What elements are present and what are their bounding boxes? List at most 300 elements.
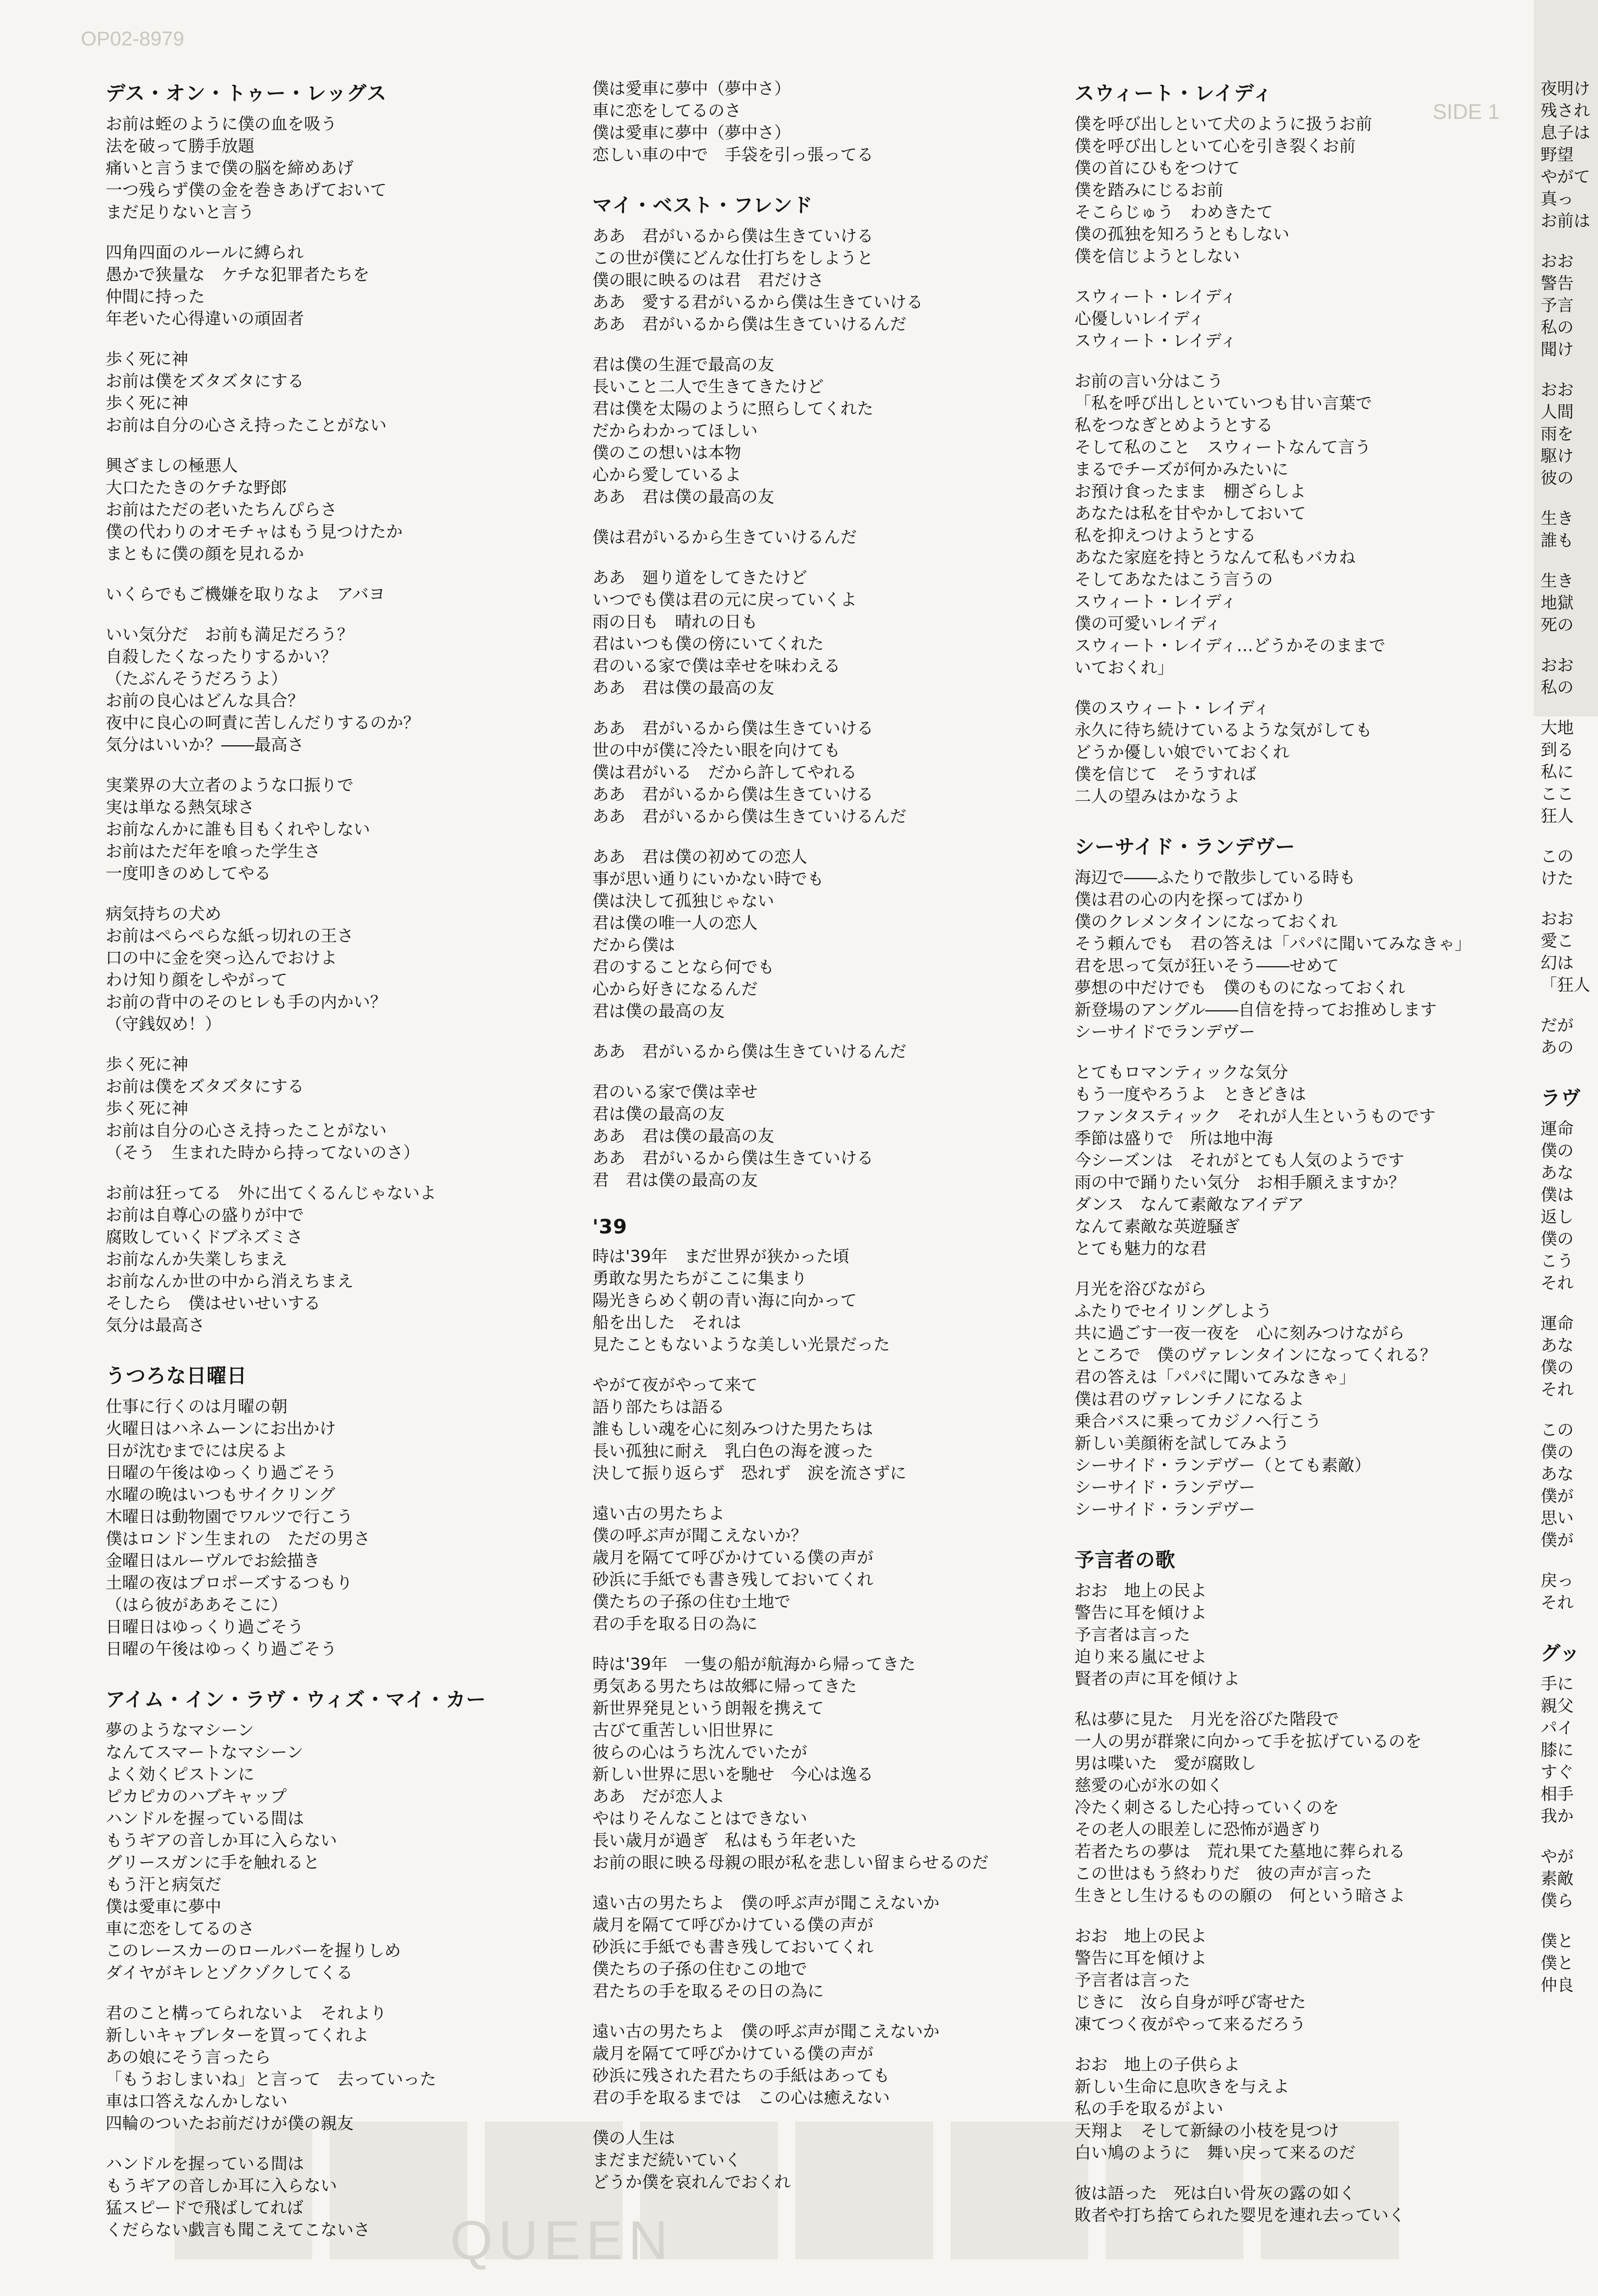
lyric-line: 我か: [1541, 1807, 1574, 1826]
song-title: スウィート・レイディ: [1075, 82, 1273, 105]
lyric-line: 警告に耳を傾けよ: [1075, 1949, 1207, 1968]
stanza: [592, 2127, 996, 2194]
lyric-line: ああ 君がいるから僕は生きていけるんだ: [592, 807, 907, 826]
queen-watermark: QUEEN: [450, 2210, 674, 2271]
lyric-line: ああ 君は僕の最高の友: [592, 1127, 775, 1146]
lyric-line: お前は狂ってる 外に出てくるんじゃないよ: [106, 1184, 437, 1203]
lyric-line: ああ 君は僕の最高の友: [592, 488, 775, 506]
stanza: [592, 1041, 996, 1063]
stanza: [1541, 1419, 1596, 1552]
stanza: [592, 2021, 996, 2109]
stanza: [1075, 2054, 1479, 2164]
lyric-line: 僕のクレメンタインになっておくれ: [1075, 912, 1338, 931]
lyric-line: 私を抑えつけようとする: [1075, 526, 1256, 545]
lyric-line: （そう 生まれた時から持ってないのさ）: [106, 1143, 420, 1162]
lyric-line: このレースカーのロールバーを握りしめ: [106, 1941, 401, 1960]
lyric-line: スウィート・レイディ: [1075, 287, 1237, 306]
lyric-line: ピカピカのハブキャップ: [106, 1787, 287, 1806]
lyric-line: 慈愛の心が氷の如く: [1075, 1776, 1224, 1795]
lyric-line: くだらない戯言も聞こえてこないさ: [106, 2221, 371, 2240]
lyric-line: 僕を呼び出しといて犬のように扱うお前: [1075, 115, 1373, 134]
lyric-line: 気分はいいか？――最高さ: [106, 736, 304, 754]
song-block: [106, 78, 510, 1337]
lyric-line: 夜中に良心の呵責に苦しんだりするのか？: [106, 714, 420, 732]
stanza: [1075, 1580, 1479, 1690]
lyric-line: お前の良心はどんな具合？: [106, 692, 304, 710]
lyric-line: 腐敗していくドブネズミさ: [106, 1228, 303, 1247]
lyric-line: 興ざましの極悪人: [106, 456, 238, 475]
lyric-line: シーサイド・ランデヴー: [1075, 1478, 1255, 1497]
lyric-line: 新登場のアングル――自信を持ってお推めします: [1075, 1001, 1437, 1019]
song-block: [1075, 78, 1479, 808]
lyric-line: 僕の: [1541, 1358, 1574, 1377]
lyric-line: 親父: [1541, 1697, 1574, 1716]
lyric-line: いい気分だ お前も満足だろう？: [106, 625, 354, 644]
lyric-line: なんて素敵な英遊騒ぎ: [1075, 1217, 1240, 1236]
lyric-line: 予言者は言った: [1075, 1971, 1191, 1990]
stanza: [592, 225, 996, 336]
lyric-line: この: [1541, 847, 1574, 866]
lyric-line: 君はいつも僕の傍にいてくれた: [592, 635, 824, 653]
lyric-line: 船を出した それは: [592, 1313, 742, 1332]
stanza: [1541, 1846, 1596, 1912]
lyric-line: 僕の孤独を知ろうともしない: [1075, 225, 1290, 244]
lyric-line: 愛こ: [1541, 932, 1574, 951]
stanza: [1541, 655, 1596, 699]
lyric-line: 僕は愛車に夢中（夢中さ）: [592, 124, 791, 142]
lyric-line: おお: [1541, 381, 1574, 400]
lyric-line: 恋しい車の中で 手袋を引っ張ってる: [592, 146, 874, 164]
stanza: [1541, 1930, 1596, 1997]
lyric-line: 夢のようなマシーン: [106, 1721, 254, 1740]
lyric-line: 古びて重苦しい旧世界に: [592, 1721, 775, 1740]
song-title: 予言者の歌: [1075, 1549, 1176, 1572]
lyric-line: 遠い古の男たちよ 僕の呼ぶ声が聞こえないか: [592, 2022, 940, 2041]
lyric-line: 私の: [1541, 678, 1574, 697]
lyric-line: ああ 君がいるから僕は生きていける: [592, 785, 874, 804]
lyric-line: 心優しいレイディ: [1075, 310, 1205, 328]
lyric-line: 敗者や打ち捨てられた婴児を連れ去っていく: [1075, 2206, 1406, 2225]
lyric-line: それ: [1541, 1593, 1574, 1612]
lyric-line: それ: [1541, 1380, 1574, 1399]
lyric-line: お前の眼に映る母親の眼が私を悲しい留まらせるのだ: [592, 1853, 989, 1872]
lyric-line: ああ 君がいるから僕は生きていける: [592, 1149, 874, 1168]
stanza: [1541, 1570, 1596, 1614]
lyric-line: 新しい生命に息吹きを与えよ: [1075, 2077, 1290, 2096]
lyric-line: どうか優しい娘でいておくれ: [1075, 743, 1290, 762]
lyric-line: あな: [1541, 1164, 1574, 1182]
lyric-line: 僕の眼に映るのは君 君だけさ: [592, 271, 824, 290]
lyric-line: シーサイド・ランデヴー（とても素敵）: [1075, 1456, 1371, 1475]
lyric-line: まともに僕の顔を見れるか: [106, 545, 304, 563]
lyric-line: ところで 僕のヴァレンタインになってくれる？: [1075, 1346, 1437, 1365]
lyric-line: 歩く死に神: [106, 1099, 189, 1118]
lyric-line: ああ 君がいるから僕は生きていけるんだ: [592, 315, 907, 334]
stanza: [1075, 1925, 1479, 2036]
stanza: [1541, 1313, 1596, 1401]
lyric-line: 時は'39年 一隻の船が航海から帰ってきた: [592, 1655, 916, 1674]
lyric-line: 狂人: [1541, 807, 1574, 826]
lyric-line: 日曜の午後はゆっくり過ごそう: [106, 1463, 337, 1482]
lyric-line: 幻は: [1541, 954, 1574, 973]
stanza: [1541, 908, 1596, 996]
lyric-line: 僕は決して孤独じゃない: [592, 892, 775, 911]
lyric-line: お前なんか失業しちまえ: [106, 1250, 288, 1269]
lyric-line: ああ 君は僕の初めての恋人: [592, 848, 808, 867]
lyric-line: 僕の: [1541, 1230, 1574, 1249]
stanza: [592, 718, 996, 828]
lyric-line: 生きとし生けるものの願の 何という暗さよ: [1075, 1886, 1406, 1905]
lyric-line: 僕はロンドン生まれの ただの男さ: [106, 1530, 371, 1548]
stanza: [106, 1396, 510, 1660]
lyric-line: 新しい世界に思いを馳せ 今心は逸る: [592, 1765, 874, 1784]
lyric-line: まるでチーズが何かみたいに: [1075, 460, 1289, 479]
lyric-line: 君は僕の最高の友: [592, 1002, 725, 1021]
lyric-line: あの娘にそう言ったら: [106, 2048, 271, 2067]
stanza: [592, 846, 996, 1023]
stanza: [1541, 379, 1596, 490]
lyric-line: 歩く死に神: [106, 350, 189, 369]
lyric-line: 年老いた心得違いの頑固者: [106, 310, 304, 328]
song-title: デス・オン・トゥー・レッグス: [106, 82, 387, 105]
lyric-line: 僕は君のヴァレンチノになるよ: [1075, 1390, 1305, 1409]
lyric-line: お前はただの老いたちんぴらさ: [106, 501, 338, 519]
lyric-line: 冷たく刺さるした心持っていくのを: [1075, 1798, 1339, 1817]
lyric-line: とても魅力的な君: [1075, 1239, 1207, 1258]
lyric-line: まだまだ続いていく: [592, 2151, 742, 2170]
lyric-line: 僕が: [1541, 1531, 1574, 1550]
lyric-line: あな: [1541, 1465, 1574, 1484]
lyric-line: 仲間に持った: [106, 287, 205, 306]
lyric-line: 君の手を取る日の為に: [592, 1615, 758, 1633]
lyric-line: 「私を呼び出しといていつも甘い言葉で: [1075, 394, 1373, 413]
lyric-line: 駆け: [1541, 447, 1574, 466]
lyric-line: 日が沈むまでには戻るよ: [106, 1441, 288, 1460]
lyric-line: 僕のスウィート・レイディ: [1075, 699, 1270, 718]
lyric-line: とてもロマンティックな気分: [1075, 1063, 1289, 1082]
stanza: [592, 1654, 996, 1874]
lyric-line: 警告に耳を傾けよ: [1075, 1604, 1207, 1622]
lyric-line: お前は蛭のように僕の血を吸う: [106, 115, 338, 134]
lyric-line: お前は僕をズタズタにする: [106, 1077, 304, 1096]
stanza: [1075, 1062, 1479, 1260]
song-title: シーサイド・ランデヴー: [1075, 836, 1295, 859]
lyric-line: お前の背中のそのヒレも手の内かい？: [106, 993, 387, 1012]
lyric-line: この世が僕にどんな仕打ちをしようと: [592, 249, 874, 268]
lyric-line: ああ 君がいるから僕は生きていける: [592, 719, 874, 738]
lyric-line: 君のすることなら何でも: [592, 958, 775, 977]
lyric-line: （守銭奴め！）: [106, 1015, 222, 1034]
lyric-line: 僕の: [1541, 1142, 1574, 1160]
lyric-line: パイ: [1541, 1719, 1574, 1738]
lyric-line: 新しいキャブレターを買ってくれよ: [106, 2026, 369, 2045]
lyric-line: もうギアの音しか耳に入らない: [106, 1831, 338, 1850]
lyric-line: 予言者は言った: [1075, 1626, 1191, 1644]
lyric-line: 夜明け: [1541, 79, 1591, 98]
lyric-line: 僕の人生は: [592, 2129, 675, 2148]
lyric-line: 僕ら: [1541, 1891, 1574, 1910]
lyric-line: もう汗と病気だ: [106, 1875, 222, 1894]
lyric-line: 今シーズンは それがとても人気のようです: [1075, 1151, 1405, 1170]
lyric-line: 君 君は僕の最高の友: [592, 1171, 758, 1190]
lyric-line: その老人の眼差しに恐怖が過ぎり: [1075, 1820, 1323, 1839]
lyric-line: 君のいる家で僕は幸せを味わえる: [592, 657, 841, 675]
stanza: [106, 775, 510, 885]
lyric-line: 君の手を取るまでは この心は癒えない: [592, 2088, 890, 2107]
lyric-line: 運命: [1541, 1314, 1574, 1333]
lyric-line: 警告: [1541, 274, 1574, 293]
lyric-line: それ: [1541, 1274, 1574, 1293]
stanza: [1075, 698, 1479, 808]
stanza: [592, 567, 996, 699]
lyric-line: ファンタスティック それが人生というものです: [1075, 1107, 1436, 1126]
lyric-line: ああ 君は僕の最高の友: [592, 679, 775, 698]
lyric-line: 砂浜に手紙でも書き残しておいてくれ: [592, 1570, 874, 1589]
lyric-line: 一つ残らず僕の金を巻きあげておいて: [106, 181, 387, 200]
lyric-line: お前はただ年を喰った学生さ: [106, 842, 321, 861]
lyric-line: 仲良: [1541, 1976, 1574, 1995]
lyric-line: ここ: [1541, 785, 1574, 804]
lyric-line: 日曜の午後はゆっくり過ごそう: [106, 1640, 337, 1659]
lyric-line: 共に過ごす一夜一夜を 心に刻みつけながら: [1075, 1324, 1405, 1343]
lyric-line: （はら彼がああそこに）: [106, 1596, 288, 1615]
lyric-line: 野望: [1541, 146, 1574, 164]
lyric-line: 私の手を取るがよい: [1075, 2099, 1224, 2118]
stanza: [1075, 2183, 1479, 2227]
lyric-line: 勇敢な男たちがここに集まり: [592, 1269, 808, 1288]
lyric-line: こう: [1541, 1252, 1574, 1271]
lyric-line: あな: [1541, 1336, 1574, 1355]
lyric-line: お前は自尊心の盛りが中で: [106, 1206, 304, 1225]
lyric-line: 気分は最高さ: [106, 1316, 205, 1335]
lyric-line: ふたりでセイリングしよう: [1075, 1302, 1272, 1321]
stanza: [592, 527, 996, 549]
lyric-line: 素敵: [1541, 1869, 1574, 1888]
lyric-line: 仕事に行くのは月曜の朝: [106, 1397, 288, 1416]
lyric-line: ダイヤがキレとゾクゾクしてくる: [106, 1964, 353, 1982]
lyric-line: 新しい美顔術を試してみよう: [1075, 1434, 1290, 1453]
lyric-line: 膝に: [1541, 1741, 1574, 1760]
lyric-line: 法を破って勝手放題: [106, 137, 255, 156]
lyric-line: 僕の呼ぶ声が聞こえないか？: [592, 1526, 808, 1545]
lyric-line: お前は僕をズタズタにする: [106, 372, 304, 391]
lyric-line: 君のいる家で僕は幸せ: [592, 1083, 758, 1102]
lyric-line: すぐ: [1541, 1763, 1574, 1782]
lyric-line: 聞け: [1541, 340, 1574, 359]
catalog-number: OP02-8979: [81, 28, 185, 50]
lyric-line: 歳月を隔てて呼びかけている僕の声が: [592, 1548, 874, 1567]
lyric-line: 誰も: [1541, 531, 1574, 550]
lyric-line: 私に: [1541, 763, 1574, 782]
song-title: うつろな日曜日: [106, 1365, 247, 1388]
lyric-line: 僕たちの子孫の住む土地で: [592, 1593, 791, 1611]
stanza: [106, 624, 510, 756]
lyric-line: 到る: [1541, 741, 1574, 760]
lyric-line: 愚かで狭量な ケチな犯罪者たちを: [106, 265, 370, 284]
lyric-line: 砂浜に手紙でも書き残しておいてくれ: [592, 1938, 874, 1957]
lyric-line: 真っ: [1541, 190, 1574, 208]
lyric-line: 「狂人: [1541, 976, 1591, 995]
lyric-line: よく効くピストンに: [106, 1765, 255, 1784]
lyric-line: 僕が: [1541, 1487, 1574, 1506]
lyric-line: （たぶんそうだろうよ）: [106, 670, 288, 688]
lyric-line: 死の: [1541, 616, 1574, 635]
lyric-line: 猛スピードで飛ばしてれば: [106, 2199, 304, 2217]
lyric-line: 戻っ: [1541, 1571, 1574, 1590]
lyric-line: 手に: [1541, 1675, 1574, 1694]
lyric-line: 砂浜に残された君たちの手紙はあっても: [592, 2066, 890, 2085]
lyric-line: 火曜日はハネムーンにお出かけ: [106, 1419, 336, 1438]
lyric-line: 僕を信じようとしない: [1075, 247, 1240, 266]
lyric-line: 私の: [1541, 318, 1574, 337]
lyric-line: 大口たたきのケチな野郎: [106, 478, 287, 497]
lyric-line: そして私のこと スウィートなんて言う: [1075, 438, 1371, 457]
lyric-line: 新世界発見という朗報を携えて: [592, 1699, 824, 1718]
lyric-line: 日曜日はゆっくり過ごそう: [106, 1618, 304, 1637]
lyric-line: この世はもう終わりだ 彼の声が言った: [1075, 1864, 1373, 1883]
lyric-line: 彼らの心はうち沈んでいたが: [592, 1743, 808, 1762]
lyric-line: スウィート・レイディ: [1075, 592, 1237, 611]
lyric-line: だが: [1541, 1016, 1574, 1035]
lyric-line: 地獄: [1541, 594, 1574, 613]
stanza: [106, 1182, 510, 1337]
lyric-line: グリースガンに手を触れると: [106, 1853, 320, 1872]
stanza: [1541, 1118, 1596, 1294]
lyric-line: 僕は: [1541, 1186, 1574, 1204]
lyric-line: ああ 愛する君がいるから僕は生きていける: [592, 293, 923, 312]
stanza: [592, 78, 996, 166]
lyric-line: 雨の中で踊りたい気分 お相手願えますか？: [1075, 1173, 1406, 1192]
lyric-line: そう頼んでも 君の答えは「パパに聞いてみなきゃ」: [1075, 934, 1472, 953]
stanza: [1075, 371, 1479, 679]
lyric-line: 息子は: [1541, 124, 1591, 142]
lyric-line: ハンドルを握っている間は: [106, 1809, 304, 1828]
lyric-line: おお: [1541, 910, 1574, 929]
song-block: [106, 1361, 510, 1660]
lyric-line: お前は自分の心さえ持ったことがない: [106, 1121, 387, 1140]
lyric-line: あなたは私を甘やかしておいて: [1075, 504, 1306, 523]
stanza: [1541, 508, 1596, 552]
lyric-line: 世の中が僕に冷たい眼を向けても: [592, 741, 841, 760]
lyric-line: 長い孤独に耐え 乳白色の海を渡った: [592, 1442, 874, 1461]
lyric-line: ハンドルを握っている間は: [106, 2155, 304, 2173]
lyric-line: 歳月を隔てて呼びかけている僕の声が: [592, 1916, 874, 1935]
lyric-line: 金曜日はルーヴルでお絵描き: [106, 1552, 320, 1570]
lyric-line: 君を思って気が狂いそう――せめて: [1075, 957, 1339, 975]
stanza: [1541, 717, 1596, 827]
lyric-line: いつでも僕は君の元に戻っていくよ: [592, 591, 857, 609]
song-title: グッ: [1541, 1642, 1580, 1665]
lyric-line: 車に恋をしてるのさ: [592, 101, 742, 120]
lyric-line: だから僕は: [592, 936, 675, 955]
lyric-line: 人間: [1541, 403, 1574, 422]
lyric-line: やはりそんなことはできない: [592, 1809, 808, 1828]
lyric-line: 返し: [1541, 1208, 1574, 1227]
lyric-line: 一人の男が群衆に向かって手を拡げているのを: [1075, 1732, 1422, 1751]
lyric-line: 思い: [1541, 1509, 1574, 1528]
lyric-line: ああ 君がいるから僕は生きていけるんだ: [592, 1042, 907, 1061]
lyric-line: スウィート・レイディ…どうかそのままで: [1075, 636, 1386, 655]
lyric-line: ダンス なんて素敵なアイデア: [1075, 1195, 1305, 1214]
lyric-line: 痛いと言うまで僕の脳を締めあげ: [106, 159, 354, 178]
lyric-line: もうギアの音しか耳に入らない: [106, 2177, 338, 2195]
lyric-line: 季節は盛りで 所は地中海: [1075, 1129, 1273, 1148]
lyric-line: 君のこと構ってられないよ それより: [106, 2004, 387, 2023]
lyric-line: やがて: [1541, 168, 1591, 186]
lyric-line: 雨を: [1541, 425, 1574, 444]
lyric-line: 私をつなぎとめようとする: [1075, 416, 1273, 435]
lyric-line: この: [1541, 1421, 1574, 1440]
lyric-line: そこらじゅう わめきたて: [1075, 203, 1273, 222]
song-block: [592, 1216, 996, 2194]
lyric-line: 予言: [1541, 296, 1574, 315]
lyric-line: 大地: [1541, 719, 1574, 737]
lyric-line: 相手: [1541, 1785, 1574, 1804]
lyrics-column: [106, 78, 510, 2265]
stanza: [592, 1892, 996, 2003]
song-title: ラヴ: [1541, 1087, 1581, 1110]
lyric-line: 僕は君がいるから生きていけるんだ: [592, 528, 857, 547]
stanza: [106, 584, 510, 606]
lyric-line: おお 地上の民よ: [1075, 1927, 1207, 1946]
lyric-line: 誰もしい魂を心に刻みつけた男たちは: [592, 1420, 873, 1439]
lyric-line: 長い歳月が過ぎ 私はもう年老いた: [592, 1831, 857, 1850]
stanza: [592, 1246, 996, 1356]
lyric-line: 遠い古の男たちよ: [592, 1504, 725, 1523]
lyric-line: もう一度やろうよ ときどきは: [1075, 1085, 1306, 1104]
side-label: SIDE 1: [1433, 100, 1500, 124]
stanza: [1541, 251, 1596, 361]
lyric-line: けた: [1541, 869, 1574, 888]
lyric-line: 僕を踏みにじるお前: [1075, 181, 1224, 200]
lyric-line: 君の答えは「パパに聞いてみなきゃ」: [1075, 1368, 1356, 1387]
lyric-line: 生き: [1541, 509, 1574, 528]
lyric-line: 僕たちの子孫の住むこの地で: [592, 1960, 808, 1979]
lyric-line: 僕は愛車に夢中: [106, 1897, 222, 1916]
stanza: [1541, 570, 1596, 636]
lyric-line: 勇気ある男たちは故郷に帰ってきた: [592, 1677, 857, 1696]
lyric-line: 車に恋をしてるのさ: [106, 1919, 255, 1938]
lyric-line: 語り部たちは語る: [592, 1398, 725, 1417]
lyric-line: 遠い古の男たちよ 僕の呼ぶ声が聞こえないか: [592, 1894, 940, 1913]
lyric-line: 実は単なる熱気球さ: [106, 798, 255, 817]
lyric-line: 僕の可愛いレイディ: [1075, 614, 1221, 633]
lyrics-column-cut: [1541, 78, 1596, 2020]
stanza: [106, 2153, 510, 2241]
stanza: [1541, 78, 1596, 232]
lyric-line: まだ足りないと言う: [106, 203, 255, 222]
lyric-line: 彼の: [1541, 469, 1574, 488]
lyric-line: 決して振り返らず 恐れず 涙を流さずに: [592, 1464, 907, 1483]
lyric-line: 海辺で――ふたりで散歩している時も: [1075, 868, 1356, 887]
lyric-line: 事が思い通りにいかない時でも: [592, 870, 824, 889]
lyric-line: 歩く死に神: [106, 1055, 189, 1074]
lyric-line: お前なんか世の中から消えちまえ: [106, 1272, 354, 1291]
lyric-line: お前の言い分はこう: [1075, 372, 1224, 391]
lyric-line: 僕の代わりのオモチャはもう見つけたか: [106, 523, 403, 541]
lyric-line: 君は僕の唯一人の恋人: [592, 914, 758, 933]
lyric-line: ああ だが恋人よ: [592, 1787, 725, 1806]
lyric-line: どうか僕を哀れんでおくれ: [592, 2173, 791, 2192]
lyric-line: お預け食ったまま 棚ざらしよ: [1075, 482, 1306, 501]
stanza: [1075, 867, 1479, 1043]
lyric-line: 凍てつく夜がやって来るだろう: [1075, 2015, 1306, 2034]
lyric-line: おお 地上の子供らよ: [1075, 2055, 1240, 2074]
lyric-line: おお: [1541, 252, 1574, 271]
lyric-line: やがて夜がやって来て: [592, 1376, 758, 1395]
lyric-line: だからわかってほしい: [592, 422, 758, 440]
stanza: [106, 1054, 510, 1164]
